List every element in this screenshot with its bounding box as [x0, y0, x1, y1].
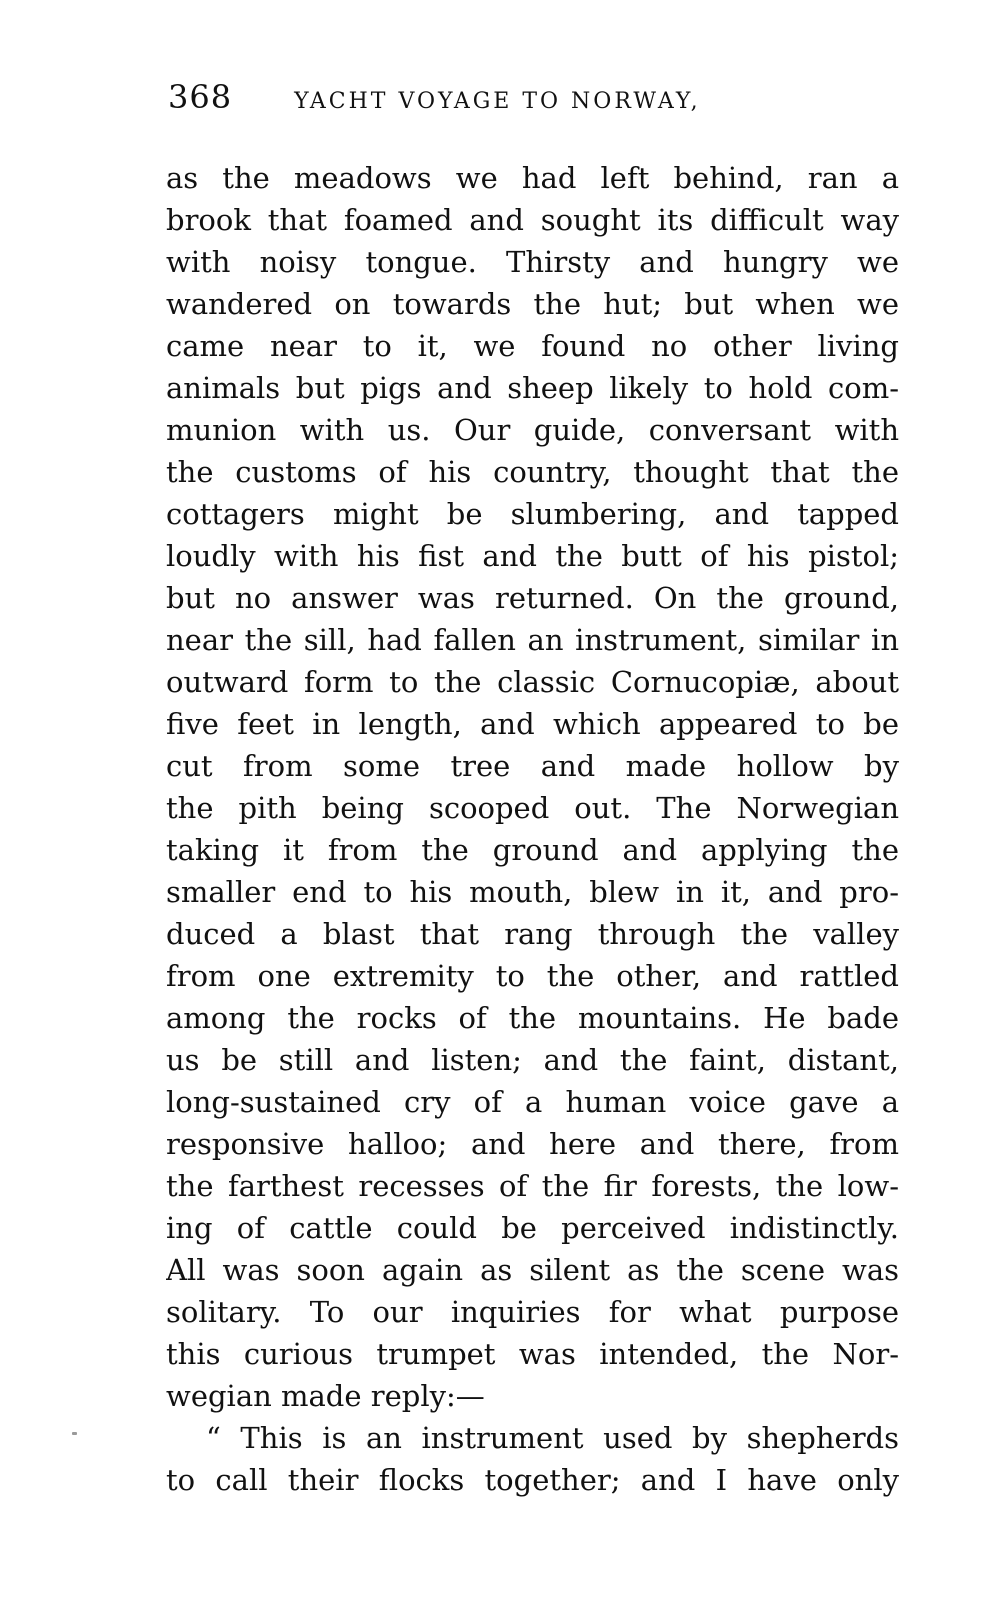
text-line: outward form to the classic Cornucopiæ, about — [166, 665, 899, 699]
page-number: 368 — [168, 78, 233, 116]
text-line: this curious trumpet was intended, the Nor- — [166, 1337, 899, 1371]
text-line: long-sustained cry of a human voice gave a — [166, 1085, 899, 1119]
text-line: us be still and listen; and the faint, distant, — [166, 1043, 899, 1077]
running-head: YACHT VOYAGE TO NORWAY, — [294, 89, 701, 114]
text-line: munion with us. Our guide, conversant with — [166, 413, 899, 447]
text-line: smaller end to his mouth, blew in it, and pro- — [166, 875, 899, 909]
margin-speck — [72, 1432, 77, 1435]
text-line: five feet in length, and which appeared to be — [166, 707, 899, 741]
text-line: brook that foamed and sought its difficult way — [166, 203, 899, 237]
page-header — [168, 78, 878, 126]
text-line: duced a blast that rang through the valley — [166, 917, 899, 951]
text-line: ing of cattle could be perceived indistinctly. — [166, 1211, 899, 1245]
text-line: the pith being scooped out. The Norwegian — [166, 791, 899, 825]
text-line: responsive halloo; and here and there, from — [166, 1127, 899, 1161]
text-line: as the meadows we had left behind, ran a — [166, 161, 899, 195]
text-line: came near to it, we found no other living — [166, 329, 899, 363]
text-line: cottagers might be slumbering, and tapped — [166, 497, 899, 531]
body-text — [166, 157, 899, 1501]
text-line: cut from some tree and made hollow by — [166, 749, 899, 783]
text-line: taking it from the ground and applying the — [166, 833, 899, 867]
text-line: solitary. To our inquiries for what purpose — [166, 1295, 899, 1329]
text-line: the farthest recesses of the fir forests, the low- — [166, 1169, 899, 1203]
text-line: animals but pigs and sheep likely to hold com- — [166, 371, 899, 405]
text-line: loudly with his fist and the butt of his pistol; — [166, 539, 899, 573]
text-line: wegian made reply:— — [166, 1379, 485, 1413]
text-line: from one extremity to the other, and rattled — [166, 959, 899, 993]
text-line: with noisy tongue. Thirsty and hungry we — [166, 245, 899, 279]
text-line: “ This is an instrument used by shepherds — [206, 1421, 899, 1455]
text-line: but no answer was returned. On the ground, — [166, 581, 899, 615]
text-line: the customs of his country, thought that the — [166, 455, 899, 489]
text-line: to call their flocks together; and I have only — [166, 1463, 899, 1497]
text-line: All was soon again as silent as the scene was — [166, 1253, 899, 1287]
text-line: among the rocks of the mountains. He bade — [166, 1001, 899, 1035]
text-line: wandered on towards the hut; but when we — [166, 287, 899, 321]
text-line: near the sill, had fallen an instrument, similar in — [166, 623, 899, 657]
